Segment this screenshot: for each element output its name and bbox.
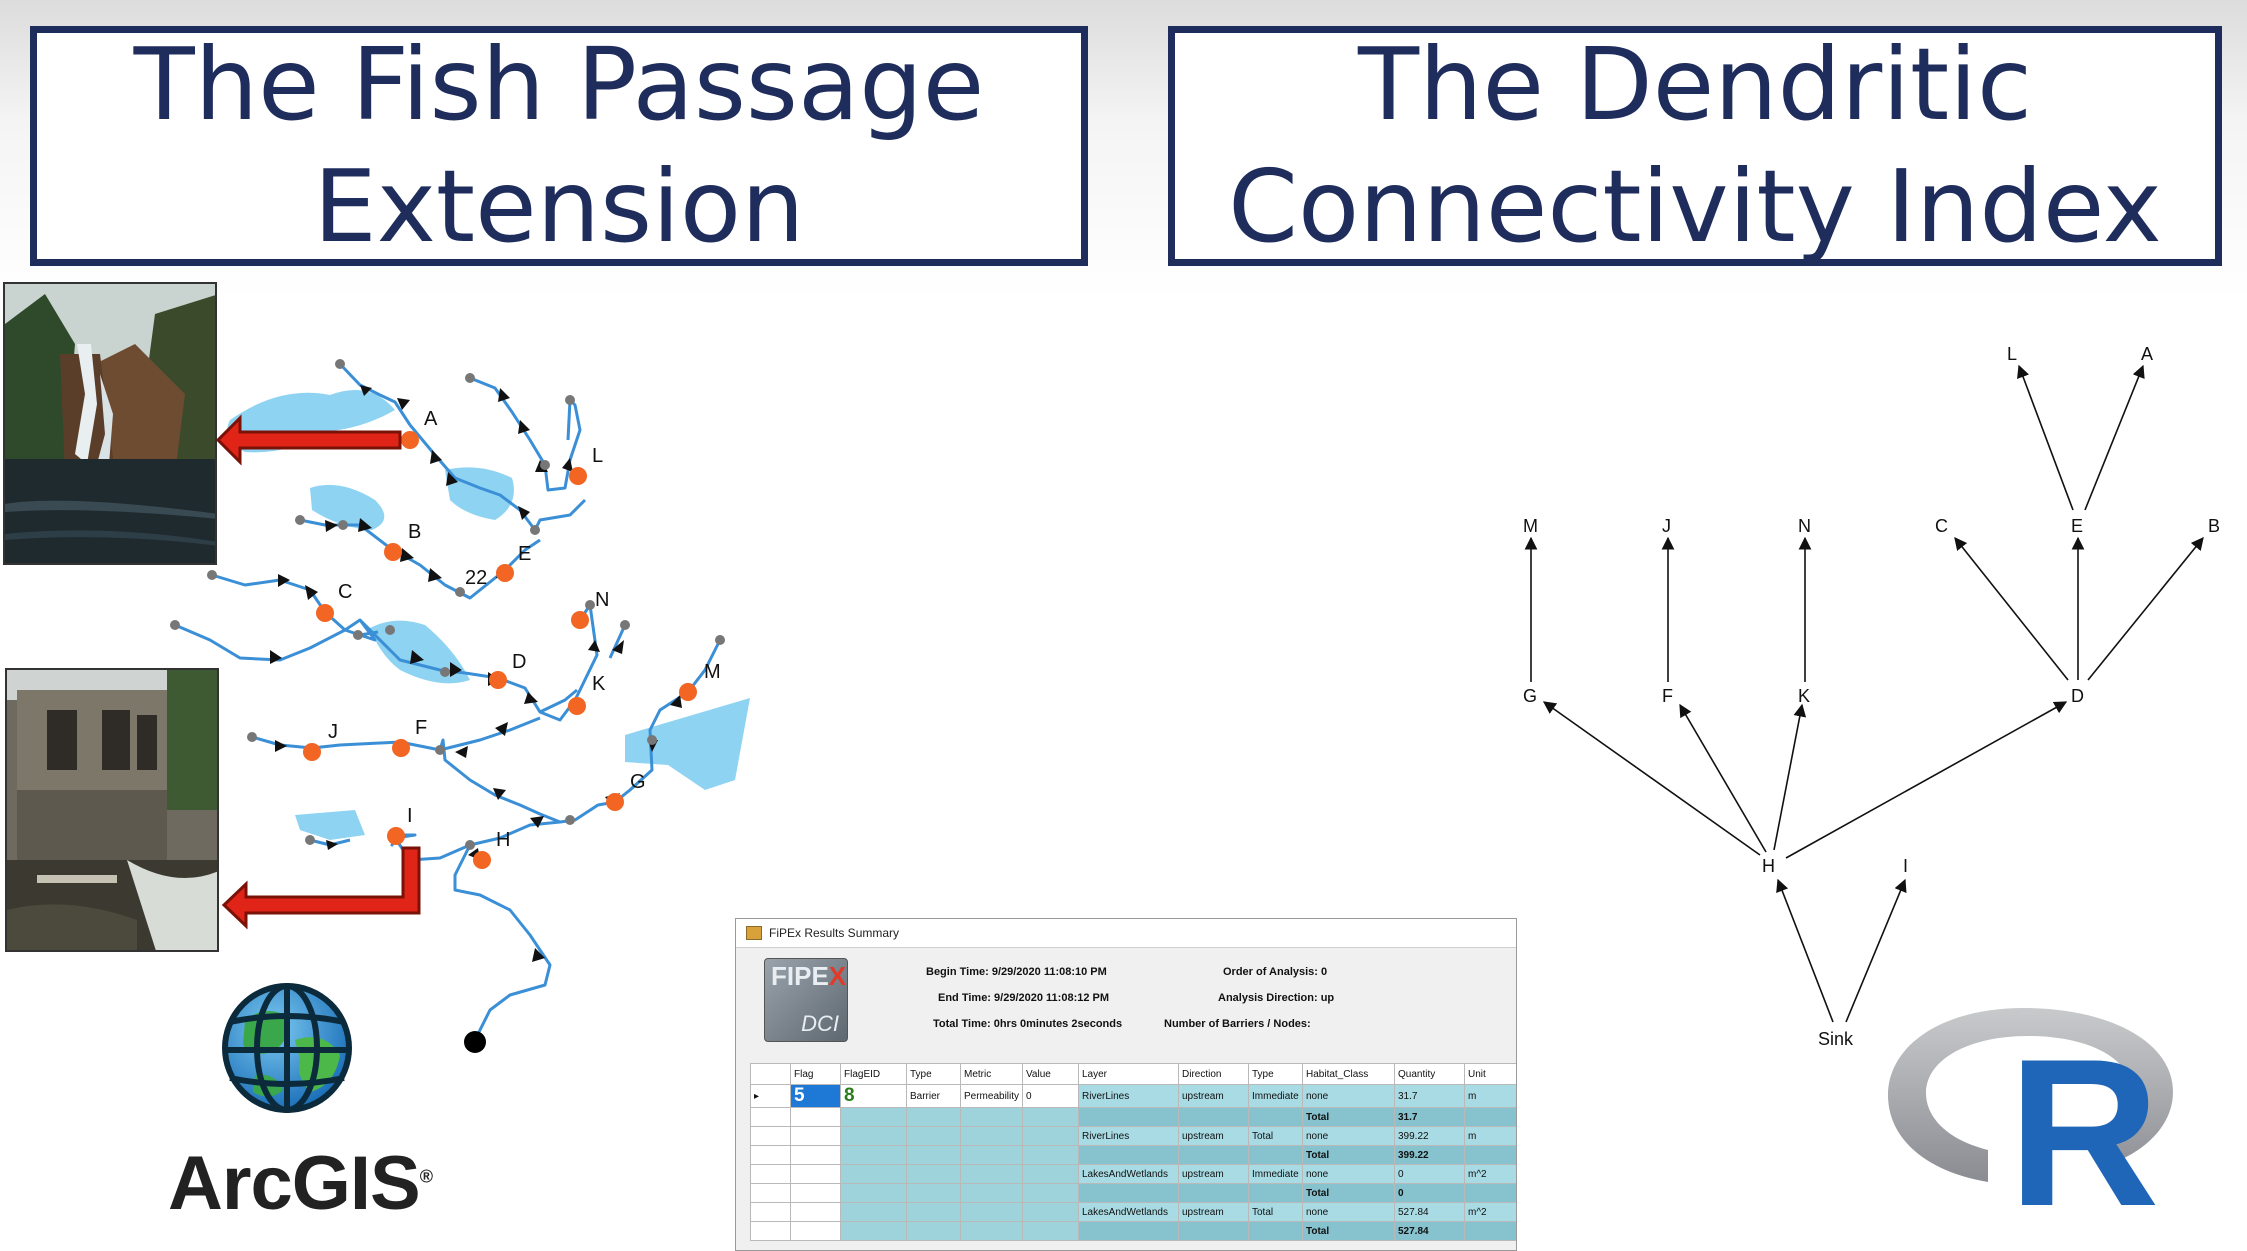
label-h: H (496, 829, 511, 851)
cell-flageid[interactable] (841, 1184, 907, 1203)
junction-dot (715, 635, 725, 645)
fipex-logo-dci: DCI (801, 1011, 839, 1036)
cell-value[interactable] (1023, 1203, 1079, 1222)
direction-label: Analysis Direction: (1218, 992, 1318, 1004)
window-titlebar[interactable] (736, 919, 1516, 948)
row-selector[interactable] (751, 1146, 791, 1165)
cell-flageid[interactable] (841, 1146, 907, 1165)
cell-type2[interactable] (1249, 1146, 1303, 1165)
r-logo-letter: R (2008, 1015, 2160, 1215)
table-row[interactable] (751, 1165, 1518, 1184)
label-b: B (408, 521, 422, 543)
begin-time (926, 966, 1107, 978)
cell-flageid[interactable] (841, 1222, 907, 1241)
flow-arrow (588, 640, 600, 652)
label-n: N (595, 589, 610, 611)
table-row[interactable] (751, 1108, 1518, 1127)
cell-direction[interactable] (1179, 1184, 1249, 1203)
flow-arrow (498, 388, 510, 402)
table-row[interactable] (751, 1184, 1518, 1203)
direction-value: up (1320, 992, 1335, 1004)
title-right-line1: The Dendritic (1357, 26, 2033, 143)
streams (175, 364, 720, 1040)
junction-dot (385, 625, 395, 635)
end-time-value: 9/29/2020 11:08:12 PM (994, 992, 1110, 1004)
cell-habitat[interactable]: Total (1303, 1222, 1395, 1241)
cell-type[interactable] (907, 1127, 961, 1146)
cell-value[interactable] (1023, 1108, 1079, 1127)
cell-metric[interactable] (961, 1108, 1023, 1127)
junction-dot (338, 520, 348, 530)
app-icon (746, 926, 762, 940)
dci-tree-diagram (1523, 344, 2220, 1049)
begin-time-label: Begin Time: (926, 966, 989, 978)
table-row[interactable] (751, 1127, 1518, 1146)
table-row[interactable] (751, 1222, 1518, 1241)
cell-value[interactable] (1023, 1184, 1079, 1203)
cell-layer[interactable] (1079, 1108, 1179, 1127)
junction-dot (565, 815, 575, 825)
summary-header (736, 948, 1516, 1058)
cell-type[interactable] (907, 1184, 961, 1203)
cell-direction[interactable]: upstream (1179, 1165, 1249, 1184)
cell-metric[interactable] (961, 1146, 1023, 1165)
arcgis-wordmark (135, 1140, 465, 1227)
cell-habitat[interactable]: none (1303, 1203, 1395, 1222)
r-logo (1888, 1000, 2178, 1215)
lake (445, 467, 514, 520)
junction-dot (540, 460, 550, 470)
col-header-habitat-class[interactable]: Habitat_Class (1303, 1064, 1395, 1085)
label-j: J (328, 721, 338, 743)
cell-direction[interactable]: upstream (1179, 1127, 1249, 1146)
cell-habitat[interactable]: none (1303, 1165, 1395, 1184)
cell-flag[interactable] (791, 1203, 841, 1222)
cell-metric[interactable]: Permeability (961, 1085, 1023, 1108)
row-selector[interactable] (751, 1108, 791, 1127)
order-of-analysis (1223, 966, 1327, 978)
cell-type2[interactable]: Immediate (1249, 1165, 1303, 1184)
cell-direction[interactable]: upstream (1179, 1085, 1249, 1108)
barrier-node-m (679, 683, 697, 701)
total-time-label: Total Time: (933, 1018, 991, 1030)
edge-e-l (2019, 366, 2073, 510)
cell-quantity[interactable]: 31.7 (1395, 1108, 1465, 1127)
title-left-line2: Extension (313, 148, 805, 265)
tree-node-a: A (2141, 344, 2154, 364)
col-header-type2[interactable]: Type (1249, 1064, 1303, 1085)
col-header-unit[interactable]: Unit (1465, 1064, 1518, 1085)
flow-arrow (326, 840, 338, 850)
col-header-rowselector[interactable] (751, 1064, 791, 1085)
cell-direction[interactable] (1179, 1146, 1249, 1165)
cell-metric[interactable] (961, 1165, 1023, 1184)
junction-dot (585, 600, 595, 610)
cell-unit[interactable]: m^2 (1465, 1203, 1518, 1222)
end-time-label: End Time: (938, 992, 991, 1004)
col-header-layer[interactable]: Layer (1079, 1064, 1179, 1085)
col-header-direction[interactable]: Direction (1179, 1064, 1249, 1085)
edge-d-b (2088, 538, 2203, 680)
cell-type2[interactable]: Immediate (1249, 1085, 1303, 1108)
junction-dot (295, 515, 305, 525)
cell-flag[interactable] (791, 1222, 841, 1241)
col-header-flageid[interactable]: FlagEID (841, 1064, 907, 1085)
cell-metric[interactable] (961, 1127, 1023, 1146)
junction-dot (305, 835, 315, 845)
label-l: L (592, 445, 604, 467)
title-right-line2: Connectivity Index (1228, 148, 2162, 265)
barrier-node-i (387, 827, 405, 845)
cell-quantity[interactable]: 0 (1395, 1165, 1465, 1184)
tree-node-e: E (2071, 516, 2084, 536)
cell-direction[interactable]: upstream (1179, 1203, 1249, 1222)
barrier-node-l (569, 467, 587, 485)
flow-arrow (524, 692, 538, 704)
end-time (938, 992, 1109, 1004)
table-row[interactable] (751, 1203, 1518, 1222)
cell-quantity[interactable]: 399.22 (1395, 1146, 1465, 1165)
cell-quantity[interactable]: 31.7 (1395, 1085, 1465, 1108)
number-of-barriers (1164, 1018, 1311, 1030)
junction-dot (353, 630, 363, 640)
cell-direction[interactable] (1179, 1108, 1249, 1127)
row-selector[interactable] (751, 1203, 791, 1222)
col-header-flag[interactable]: Flag (791, 1064, 841, 1085)
tree-node-g: G (1523, 686, 1538, 706)
cell-layer[interactable]: LakesAndWetlands (1079, 1165, 1179, 1184)
cell-type[interactable] (907, 1222, 961, 1241)
cell-quantity[interactable]: 527.84 (1395, 1222, 1465, 1241)
tree-node-m: M (1523, 516, 1538, 536)
junction-dot (465, 840, 475, 850)
fipex-logo-fipe: FIPE (771, 961, 829, 991)
flow-arrow (270, 650, 282, 664)
arcgis-logo (135, 980, 465, 1230)
grid-header-row (751, 1064, 1518, 1085)
junction-dot (620, 620, 630, 630)
edge-sink-h (1778, 880, 1833, 1022)
col-header-value[interactable]: Value (1023, 1064, 1079, 1085)
cell-flag[interactable] (791, 1184, 841, 1203)
cell-habitat[interactable]: Total (1303, 1184, 1395, 1203)
cell-flag[interactable] (791, 1127, 841, 1146)
cell-value[interactable] (1023, 1222, 1079, 1241)
table-row[interactable] (751, 1146, 1518, 1165)
cell-type[interactable] (907, 1203, 961, 1222)
cell-metric[interactable] (961, 1184, 1023, 1203)
label-m: M (704, 661, 721, 683)
col-header-quantity[interactable]: Quantity (1395, 1064, 1465, 1085)
tree-node-i: I (1903, 856, 1909, 876)
cell-metric[interactable] (961, 1203, 1023, 1222)
label-k: K (592, 673, 606, 695)
barrier-node-g (606, 793, 624, 811)
junction-dot (435, 745, 445, 755)
cell-unit[interactable] (1465, 1222, 1518, 1241)
label-c: C (338, 581, 353, 603)
tree-node-f: F (1662, 686, 1673, 706)
results-grid[interactable] (750, 1063, 1517, 1241)
cell-quantity[interactable]: 399.22 (1395, 1127, 1465, 1146)
cell-flag[interactable] (791, 1165, 841, 1184)
tree-node-j: J (1662, 516, 1671, 536)
fipex-dci-logo (764, 958, 848, 1042)
label-d: D (512, 651, 527, 673)
edge-d-c (1955, 538, 2068, 680)
cell-quantity[interactable]: 0 (1395, 1184, 1465, 1203)
barrier-node-a (401, 431, 419, 449)
cell-unit[interactable] (1465, 1146, 1518, 1165)
cell-flag[interactable] (791, 1146, 841, 1165)
cell-habitat[interactable]: Total (1303, 1108, 1395, 1127)
stream (455, 845, 550, 1040)
cell-type2[interactable] (1249, 1184, 1303, 1203)
label-f: F (415, 717, 428, 739)
label-a: A (424, 408, 438, 430)
fipex-logo-x: X (828, 961, 847, 991)
row-selector[interactable] (751, 1165, 791, 1184)
stream (175, 620, 360, 660)
tree-node-n: N (1798, 516, 1811, 536)
order-value: 0 (1321, 966, 1328, 978)
cell-flageid[interactable] (841, 1127, 907, 1146)
cell-habitat[interactable]: none (1303, 1085, 1395, 1108)
window-title: FiPEx Results Summary (769, 926, 900, 940)
cell-layer[interactable]: LakesAndWetlands (1079, 1203, 1179, 1222)
tree-node-k: K (1798, 686, 1811, 706)
cell-layer[interactable] (1079, 1184, 1179, 1203)
cell-type[interactable]: Barrier (907, 1085, 961, 1108)
lakes (227, 390, 750, 840)
tree-node-d: D (2071, 686, 2084, 706)
flow-arrow (275, 740, 287, 752)
arcgis-wordmark-text: ArcGIS (168, 1141, 420, 1226)
barrier-node-k (568, 697, 586, 715)
junction-dot (530, 525, 540, 535)
tree-node-sink: Sink (1818, 1029, 1854, 1049)
junction-dot (565, 395, 575, 405)
junction-dot (207, 570, 217, 580)
cell-value[interactable] (1023, 1165, 1079, 1184)
edge-h-k (1774, 705, 1802, 850)
tree-node-b: B (2208, 516, 2221, 536)
flow-arrow (278, 574, 290, 587)
fipex-results-window[interactable] (735, 918, 1517, 1251)
label-e: E (518, 543, 532, 565)
col-header-type[interactable]: Type (907, 1064, 961, 1085)
title-left-line1: The Fish Passage (133, 26, 985, 143)
cell-type[interactable] (907, 1108, 961, 1127)
cell-habitat[interactable]: Total (1303, 1146, 1395, 1165)
flow-arrow (518, 506, 530, 520)
cell-unit[interactable]: m (1465, 1085, 1518, 1108)
cell-value[interactable]: 0 (1023, 1085, 1079, 1108)
cell-unit[interactable]: m^2 (1465, 1165, 1518, 1184)
order-label: Order of Analysis: (1223, 966, 1318, 978)
barrier-node-b (384, 543, 402, 561)
cell-unit[interactable] (1465, 1184, 1518, 1203)
cell-type2[interactable]: Total (1249, 1127, 1303, 1146)
fipex-logo-line1 (771, 961, 846, 992)
arcgis-registered-mark: ® (419, 1166, 432, 1187)
junction-dot (465, 373, 475, 383)
barrier-node-j (303, 743, 321, 761)
junction-dot (247, 732, 257, 742)
flow-arrow (518, 420, 530, 434)
barrier-node-h (473, 851, 491, 869)
row-selector[interactable] (751, 1222, 791, 1241)
edge-h-d (1786, 702, 2066, 858)
tree-node-l: L (2007, 344, 2018, 364)
barrier-node-c (316, 604, 334, 622)
stream (568, 400, 570, 440)
cell-layer[interactable]: RiverLines (1079, 1085, 1179, 1108)
row-selector[interactable]: ▸ (751, 1085, 791, 1108)
cell-type2[interactable] (1249, 1108, 1303, 1127)
barrier-node-n (571, 611, 589, 629)
analysis-direction (1218, 992, 1334, 1004)
edge-e-a (2085, 366, 2143, 510)
edge-h-g (1544, 702, 1760, 855)
lake (295, 810, 365, 840)
outlet-node (464, 1031, 486, 1053)
cell-flag[interactable] (791, 1108, 841, 1127)
cell-flag[interactable]: 5 (791, 1085, 841, 1108)
label-22: 22 (465, 567, 488, 589)
col-header-metric[interactable]: Metric (961, 1064, 1023, 1085)
total-time-value: 0hrs 0minutes 2seconds (993, 1018, 1123, 1030)
cell-value[interactable] (1023, 1146, 1079, 1165)
cell-flageid[interactable] (841, 1203, 907, 1222)
junction-dot (170, 620, 180, 630)
cell-layer[interactable] (1079, 1222, 1179, 1241)
barrier-node-f (392, 739, 410, 757)
cell-layer[interactable] (1079, 1146, 1179, 1165)
cell-type[interactable] (907, 1146, 961, 1165)
barrier-node-e (496, 564, 514, 582)
red-arrow-to-dam (224, 848, 419, 926)
cell-flageid[interactable] (841, 1165, 907, 1184)
cell-quantity[interactable]: 527.84 (1395, 1203, 1465, 1222)
globe-icon (135, 980, 465, 1145)
label-g: G (630, 771, 646, 793)
barrier-node-d (489, 671, 507, 689)
cell-flageid[interactable]: 8 (841, 1085, 907, 1108)
cell-flageid[interactable] (841, 1108, 907, 1127)
junction-dot (455, 587, 465, 597)
tree-edges (1531, 366, 2203, 1022)
row-selector[interactable] (751, 1127, 791, 1146)
total-time (933, 1018, 1122, 1030)
cell-unit[interactable]: m (1465, 1127, 1518, 1146)
label-i: I (407, 805, 413, 827)
cell-habitat[interactable]: none (1303, 1127, 1395, 1146)
junction-dot (440, 667, 450, 677)
begin-time-value: 9/29/2020 11:08:10 PM (991, 966, 1107, 978)
cell-type2[interactable]: Total (1249, 1203, 1303, 1222)
cell-type2[interactable] (1249, 1222, 1303, 1241)
row-selector[interactable] (751, 1184, 791, 1203)
barriers-label: Number of Barriers / Nodes: (1164, 1018, 1311, 1030)
tree-labels (1523, 344, 2220, 1049)
tree-node-h: H (1762, 856, 1775, 876)
cell-metric[interactable] (961, 1222, 1023, 1241)
tree-node-c: C (1935, 516, 1948, 536)
table-row[interactable] (751, 1085, 1518, 1108)
cell-unit[interactable] (1465, 1108, 1518, 1127)
junction-dot (335, 359, 345, 369)
junction-dot (647, 735, 657, 745)
cell-value[interactable] (1023, 1127, 1079, 1146)
flow-arrow (455, 746, 468, 758)
cell-type[interactable] (907, 1165, 961, 1184)
edge-h-f (1680, 705, 1766, 852)
cell-direction[interactable] (1179, 1222, 1249, 1241)
cell-layer[interactable]: RiverLines (1079, 1127, 1179, 1146)
